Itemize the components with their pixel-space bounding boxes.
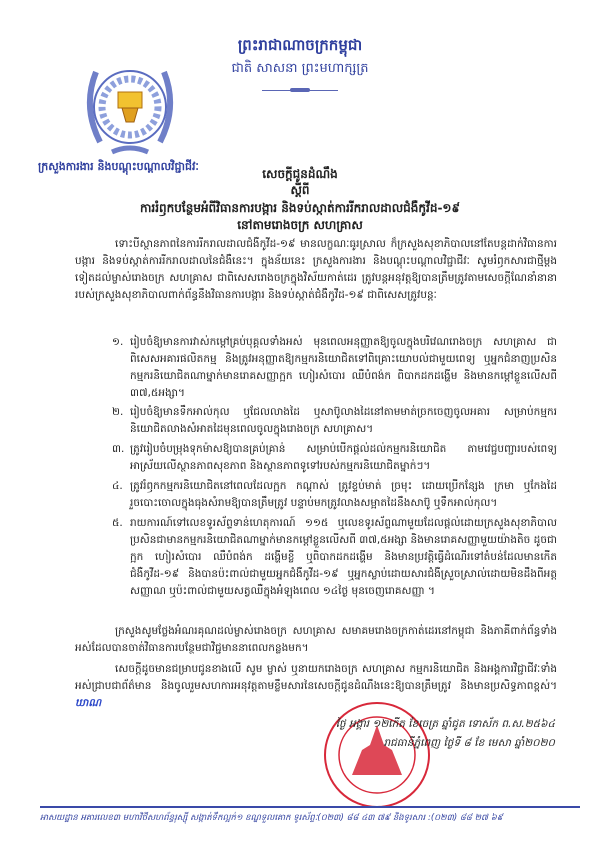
item-number: ៥. (112, 517, 123, 529)
closing-paragraph (75, 661, 557, 712)
item-number: ៤. (112, 480, 123, 492)
item-number: ២. (112, 406, 124, 418)
closing-text: សេចក្តីដូចមានជម្រាបជូនខាងលើ សូម ម្ចាស់ ឬនាយករោងចក្រ សហគ្រាស កម្មករនិយោជិត និងអង្គការវិជ្ជាជីវៈទាំងអស់ជ្រាបជាព័ត៌មាន និងចូលរួមសហការអនុវត្តតាមខ្លឹមសារនៃសេចក្តីជូនដំណឹងនេះឱ្យបានត្រឹមត្រូវ និងមានប្រសិទ្ធភាពខ្ពស់។ (75, 663, 557, 692)
kingdom-heading: ព្រះរាជាណាចក្រកម្ពុជា (237, 36, 363, 54)
item-number: ៣. (112, 443, 125, 455)
document-type: សេចក្តីជូនដំណឹង (262, 167, 338, 181)
item-text: ត្រូវរៀបចំបម្រុងទុកម៉ាសឱ្យបានគ្រប់គ្រាន់ សម្រាប់បើកផ្តល់ដល់កម្មករនិយោជិត តាមវេជ្ជបញ្ជារបស់ពេទ្យអាស្រ័យលើស្ថានភាពសុខភាព និងស្ថានភាពទូទៅរបស់កម្មករនិយោជិតម្នាក់ៗ។ (130, 443, 557, 472)
list-item (112, 334, 557, 402)
item-text: ត្រូវរំឭកកម្មករនិយោជិតនៅពេលដែលក្អក កណ្តាស់ ត្រូវខ្ទប់មាត់ ច្រមុះ ដោយប្រើកន្សែង ក្រមា ឬកែងដៃ រួចបោះចោលក្នុងធុងសំរាមឱ្យបានត្រឹមត្រូវ បន្ទាប់មកត្រូវលាងសម្អាតដៃនឹងសាប៊ូ ឬទឹកអាល់កុល។ (130, 480, 557, 509)
item-number: ១. (112, 336, 124, 348)
thanks-paragraph: ក្រសួងសូមថ្លែងអំណរគុណដល់ម្ចាស់រោងចក្រ សហគ្រាស សមាគមរោងចក្រកាត់ដេរនៅកម្ពុជា និងភាគីពាក់ព័ន្ធទាំងអស់ដែលបានចាត់វិធានការបន្ថែមជាវិជ្ជមាននាពេលកន្លងមក។ (75, 625, 557, 654)
footer-address: អាសយដ្ឋាន អគារលេខ៣ មហាវិថីសហព័ន្ធរុស្ស៊ី សង្កាត់ទឹកល្អក់១ ខណ្ឌទួលគោក ទូរស័ព្ទៈ(០២៣) ៨៨ ៤៣ ៧៩ និងទូរសារ :(០២៣) ៨៨ ២៧ ៦៩ (40, 813, 503, 823)
list-item (112, 478, 557, 512)
list-item (112, 404, 557, 438)
closing-initials: ឃាណ (75, 697, 102, 709)
subject-line-1: ការរំឭកបន្ថែមអំពីវិធានការបង្ការ និងទប់ស្កាត់ការរីករាលដាលជំងឺកូវីដ-១៩ (140, 201, 460, 215)
list-item (112, 441, 557, 475)
lunar-date: ថ្ងៃ អង្គារ ១២កើត ខែចេត្រ ឆ្នាំជូត ទោស័ក ព.ស.២៥៦៤ (335, 718, 555, 730)
item-text: រាយការណ៍ទៅលេខទូរស័ព្ទទាន់ហេតុការណ៍ ១១៥ ឬលេខទូរស័ព្ទណាមួយដែលផ្តល់ដោយក្រសួងសុខាភិបាល ប្រសិនជាមានកម្មករនិយោជិតណាម្នាក់មានកម្តៅខ្លួនលើសពី ៣៧,៥អង្សា និងមានរោគសញ្ញាមួយយ៉ាងតិច ដូចជាក្អក ហៀរសំបោរ ឈឺបំពង់ក ដង្ហើមខ្លី ឬពិបាកដកដង្ហើម និងមានប្រវត្តិធ្វើដំណើរទៅតំបន់ដែលមានកើតជំងឺកូវីដ-១៩ និងបានប៉ះពាល់ជាមួយអ្នកជំងឺកូវីដ-១៩ ឬអ្នកស្លាប់ដោយសារជំងឺស្រួចស្រាល់ដោយមិនដឹងពីអត្តសញ្ញាណ ឬប៉ះពាល់ជាមួយសត្វឈឺក្នុងអំឡុងពេល ១៤ថ្ងៃ មុនចេញរោគសញ្ញា ។ (130, 517, 557, 597)
ministry-name: ក្រសួងការងារ និងបណ្តុះបណ្តាលវិជ្ជាជីវៈ (38, 160, 199, 173)
list-item (112, 515, 557, 600)
ministry-logo (82, 52, 178, 164)
intro-paragraph: ទោះបីស្ថានភាពនៃការរីករាលដាលជំងឺកូវីដ-១៩ មានលក្ខណៈធូរស្រាល ក៏ក្រសួងសុខាភិបាលនៅតែបន្តដាក់វិធានការបង្ការ និងទប់ស្កាត់ការរីករាលដាលនៃជំងឺនេះ។ ក្នុងន័យនេះ ក្រសួងការងារ និងបណ្តុះបណ្តាលវិជ្ជាជីវៈ សូមរំឭកសារជាថ្មីម្តងទៀតដល់ម្ចាស់រោងចក្រ សហគ្រាស ជាពិសេសរោងចក្រក្នុងវិស័យកាត់ដេរ ត្រូវបន្តអនុវត្តឱ្យបានត្រឹមត្រូវតាមសេចក្តីណែនាំនានារបស់ក្រសួងសុខាភិបាលពាក់ព័ន្ធនឹងវិធានការបង្ការ និងទប់ស្កាត់ជំងឺកូវីដ-១៩ ជាពិសេសត្រូវបន្តៈ (75, 238, 557, 301)
ornament-divider (262, 90, 338, 91)
solar-date: រាជធានីភ្នំពេញ ថ្ងៃទី ៨ ខែ មេសា ឆ្នាំ២០២០ (383, 737, 555, 749)
national-motto: ជាតិ សាសនា ព្រះមហាក្សត្រ (231, 61, 369, 76)
about-label: ស្តីពី (290, 183, 310, 197)
item-text: រៀបចំឱ្យមានការវាស់កម្តៅគ្រប់បុគ្គលទាំងអស់ មុនពេលអនុញ្ញាតឱ្យចូលក្នុងបរិវេណរោងចក្រ សហគ្រាស ជាពិសេសអគារផលិតកម្ម និងត្រូវអនុញ្ញាតឱ្យកម្មករនិយោជិតទៅពិគ្រោះយោបល់ជាមួយពេទ្យ ឬអ្នកជំនាញប្រសិនកម្មករនិយោជិតណាម្នាក់មានរោគសញ្ញាក្អក ហៀរសំបោរ ឈឺបំពង់ក ពិបាកដកដង្ហើម និងមានកម្តៅខ្លួនលើសពី ៣៧,៥អង្សា។ (130, 336, 557, 399)
item-text: រៀបចំឱ្យមានទឹកអាល់កុល ឬជែលលាងដៃ ឬសាប៊ូលាងដៃនៅតាមមាត់ច្រកចេញចូលអគារ សម្រាប់កម្មករនិយោជិតលាងសំអាតដៃមុនពេលចូលក្នុងរោងចក្រ សហគ្រាស។ (130, 406, 557, 435)
subject-line-2: នៅតាមរោងចក្រ សហគ្រាស (237, 218, 363, 232)
footer-divider (40, 806, 580, 808)
